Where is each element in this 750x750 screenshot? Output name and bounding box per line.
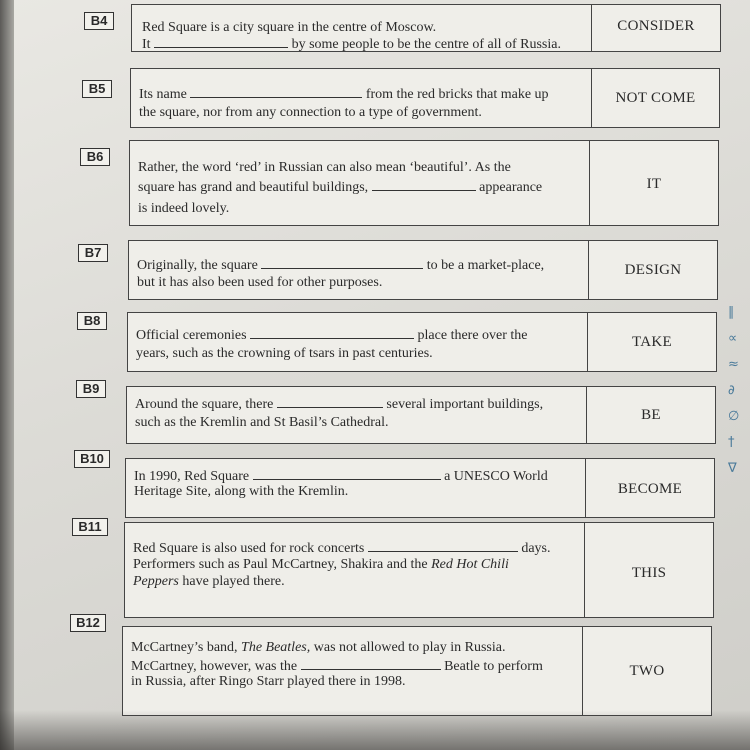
text-after-blank: days. [521,541,551,556]
text-before-blank: Around the square, there [135,397,274,412]
item-box-b12 [122,626,712,716]
pen-mark: † [728,435,735,450]
item-box-b9 [126,386,716,444]
keyword-b9: BE [641,407,661,423]
item-text-line1 [136,326,528,345]
keyword-b8: TAKE [632,334,672,350]
keyword-b12: TWO [629,663,665,679]
text-after-blank: by some people to be the centre of all of Russia. [291,37,561,52]
item-box-b8 [127,312,717,372]
keyword-b5: NOT COME [615,90,696,106]
item-box-b7 [128,240,718,300]
item-text-line2: the square, nor from any connection to a type of government. [139,105,482,120]
pen-mark: ∇ [728,461,737,476]
answer-blank[interactable] [301,657,441,670]
answer-blank[interactable] [190,85,362,98]
answer-blank[interactable] [253,467,441,480]
keyword-b11: THIS [631,565,667,581]
keyword-b7: DESIGN [624,262,682,278]
item-text-line2: Heritage Site, along with the Kremlin. [134,484,349,499]
answer-blank[interactable] [261,256,423,269]
item-label-b5: B5 [82,80,112,98]
item-text-line2: such as the Kremlin and St Basil’s Cathedral. [135,415,389,430]
text-after-blank: several important buildings, [386,397,544,412]
text-before-blank: It [142,37,151,52]
item-box-b11 [124,522,714,618]
text-before-blank: Official ceremonies [136,328,247,343]
pen-mark: ∥ [728,305,735,320]
keyword-b4: CONSIDER [617,18,695,34]
item-text-line1 [131,639,505,657]
text-italic: Red Hot Chili [431,557,509,572]
item-text-line2 [138,178,542,197]
item-box-b6 [129,140,719,226]
book-spine-shadow [0,0,14,750]
item-box-b5 [130,68,720,128]
item-box-b10 [125,458,715,518]
text-plain: have played there. [182,574,285,589]
text-after-blank: a UNESCO World [444,469,548,484]
item-label-b10: B10 [74,450,110,468]
text-before-blank: Originally, the square [137,258,258,273]
item-label-b4: B4 [84,12,114,30]
item-label-b6: B6 [80,148,110,166]
item-text-line1 [135,395,543,414]
text-after-blank: place there over the [417,328,528,343]
item-text-line3 [133,573,285,591]
text-plain: Performers such as Paul McCartney, Shakira and the [133,557,428,572]
item-text-line1 [139,85,549,104]
item-text-line1: Rather, the word ‘red’ in Russian can also mean ‘beautiful’. As the [138,160,511,175]
text-after-blank: Beatle to perform [444,659,543,674]
text-before-blank: McCartney, however, was the [131,659,298,674]
pen-mark: ∝ [728,331,738,346]
item-box-b4 [131,4,721,52]
item-label-b11: B11 [72,518,108,536]
item-text-line1: Red Square is a city square in the centre of Moscow. [142,20,437,35]
answer-blank[interactable] [277,395,383,408]
item-text-line2: years, such as the crowning of tsars in past centuries. [136,346,433,361]
item-text-line2: but it has also been used for other purposes. [137,275,383,290]
bottom-shadow [0,710,750,750]
answer-blank[interactable] [368,539,518,552]
margin-pen-marks [728,300,750,720]
text-italic: The Beatles, [241,640,311,655]
answer-blank[interactable] [154,35,288,48]
keyword-b10: BECOME [617,481,683,497]
item-text-line2 [142,35,561,54]
answer-blank[interactable] [372,178,476,191]
item-text-line1 [137,256,544,275]
text-after-blank: to be a market-place, [426,258,545,273]
text-plain: McCartney’s band, [131,640,238,655]
pen-mark: ∂ [728,383,735,398]
text-italic: Peppers [133,574,179,589]
text-before-blank: In 1990, Red Square [134,469,250,484]
text-after-blank: from the red bricks that make up [365,87,549,102]
text-plain: was not allowed to play in Russia. [313,640,506,655]
pen-mark: ≈ [728,357,739,372]
item-label-b12: B12 [70,614,106,632]
text-before-blank: square has grand and beautiful buildings, [138,180,369,195]
item-label-b8: B8 [77,312,107,330]
item-text-line3: in Russia, after Ringo Starr played there in 1998. [131,674,406,689]
text-before-blank: Red Square is also used for rock concerts [133,541,365,556]
keyword-b6: IT [646,176,662,192]
text-after-blank: appearance [479,180,543,195]
item-text-line3: is indeed lovely. [138,201,230,216]
item-label-b9: B9 [76,380,106,398]
item-label-b7: B7 [78,244,108,262]
item-text-line2 [133,556,509,574]
pen-mark: ∅ [728,409,740,424]
text-before-blank: Its name [139,87,187,102]
answer-blank[interactable] [250,326,414,339]
